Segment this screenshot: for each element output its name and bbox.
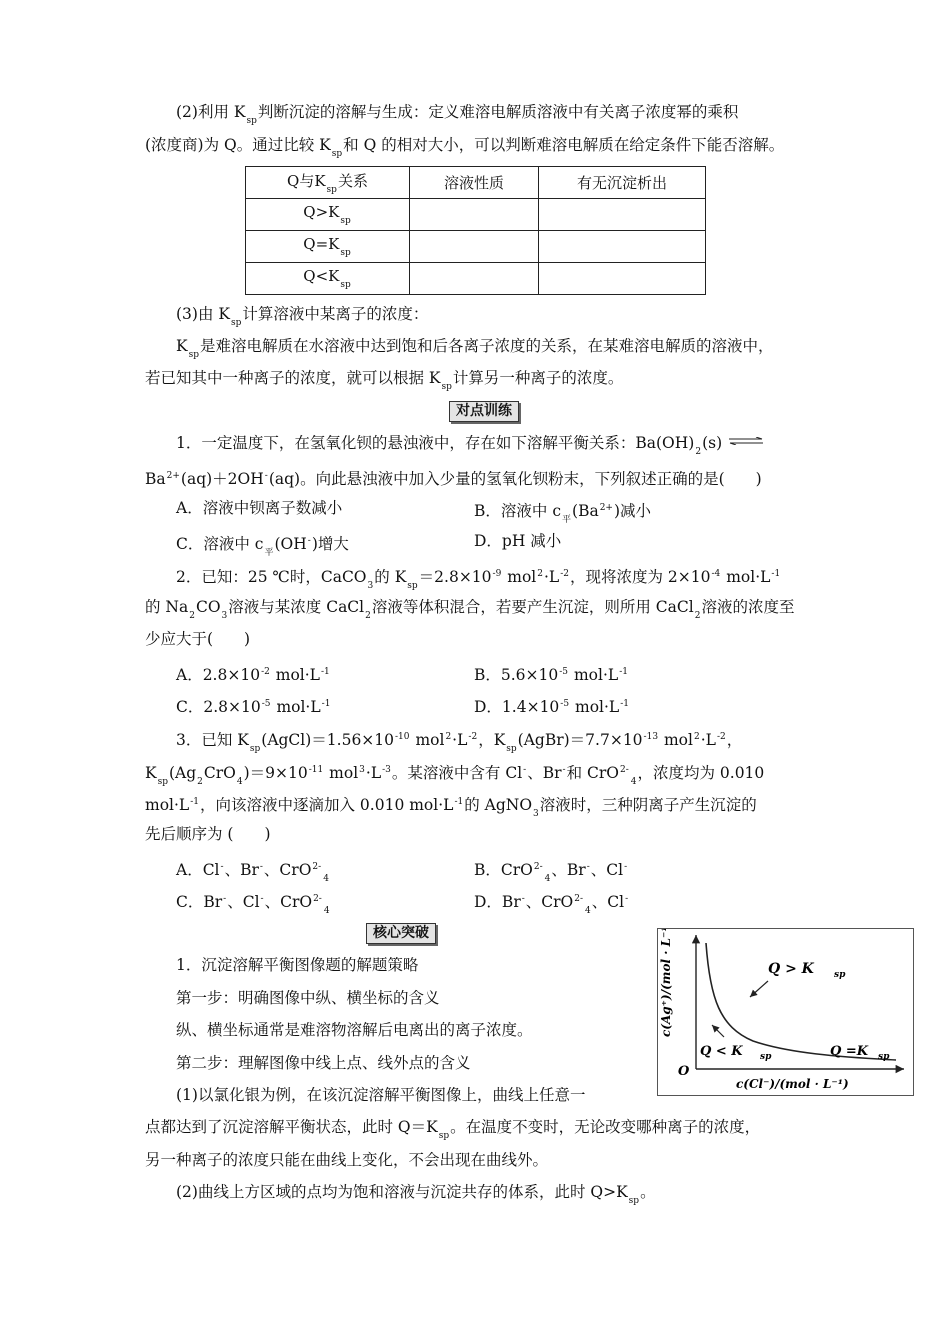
subscript: 平 (562, 515, 572, 525)
table-cell (246, 231, 410, 263)
text: 计算另一种离子的浓度。 (452, 369, 624, 387)
subscript: 4 (323, 906, 330, 916)
subscript: 2 (365, 611, 371, 621)
text: mol (410, 731, 445, 749)
table-row (246, 231, 706, 263)
text: B．溶液中 c (474, 502, 561, 520)
text: mol·L (271, 698, 321, 716)
text: 3．已知 K (176, 731, 249, 749)
text: 、Cl (591, 893, 625, 911)
subscript: sp (628, 1196, 640, 1206)
subscript: 2 (695, 447, 702, 457)
core-title: 1．沉淀溶解平衡图像题的解题策略 (176, 956, 419, 974)
text: ， (726, 731, 743, 749)
q-ksp-table (245, 166, 706, 295)
superscript: -13 (643, 732, 659, 742)
table-header-cell: 溶液性质 (410, 167, 539, 199)
superscript: -1 (454, 797, 464, 807)
text: (Ag (168, 764, 197, 782)
section-label-practice: 对点训练 (449, 401, 519, 422)
text: 的 Na (145, 598, 189, 616)
text: 、Br (551, 861, 586, 879)
superscript: -2 (261, 667, 270, 677)
superscript: -2 (560, 569, 569, 579)
text: Q与K (287, 172, 326, 190)
q1-option-b (474, 498, 651, 530)
q3-option-a (176, 861, 330, 884)
superscript: 2+ (599, 503, 613, 513)
q3-option-c (176, 893, 331, 916)
subscript: sp (407, 581, 418, 591)
subscript: 4 (585, 906, 591, 916)
core-p1c: 另一种离子的浓度只能在曲线上变化，不会出现在曲线外。 (145, 1151, 549, 1169)
equilibrium-arrow-icon (729, 437, 763, 445)
text: )＝9×10 (243, 764, 308, 782)
subscript: 4 (544, 874, 551, 884)
label-q-less: Q < K (700, 1044, 743, 1059)
superscript: -4 (711, 569, 721, 579)
arrow-above (750, 981, 768, 997)
text: ，浓度均为 0.010 (637, 764, 765, 782)
superscript: -5 (261, 699, 271, 709)
text: 判断沉淀的溶解与生成：定义难溶电解质溶液中有关离子浓度幂的乘积 (257, 103, 739, 121)
superscript: -1 (320, 667, 330, 677)
text: A．2.8×10 (176, 666, 261, 684)
superscript: - (264, 471, 268, 481)
subscript: sp (249, 744, 261, 754)
text: (aq)。向此悬浊液中加入少量的氢氧化钡粉末，下列叙述正确的是( ) (268, 470, 762, 488)
subscript: 3 (367, 581, 374, 591)
x-axis-label: c(Cl⁻)/(mol · L⁻¹) (736, 1077, 849, 1091)
text: (2)利用 K (176, 103, 246, 121)
q1-line2 (145, 466, 762, 489)
text: ·L (543, 568, 560, 586)
superscript: 2- (574, 894, 584, 904)
superscript: - (624, 862, 628, 872)
superscript: -1 (190, 797, 199, 807)
table-cell (539, 263, 706, 295)
text: (AgBr)＝7.7×10 (517, 731, 643, 749)
core-step1: 第一步：明确图像中纵、横坐标的含义 (176, 989, 440, 1007)
text: ·L (700, 731, 716, 749)
text: 溶液等体积混合，若要产生沉淀，则所用 CaCl (371, 598, 694, 616)
superscript: -2 (716, 732, 726, 742)
q3-options-cd (176, 889, 876, 921)
text: C．2.8×10 (176, 698, 261, 716)
arrow-below (712, 1025, 724, 1037)
superscript: - (562, 765, 566, 775)
subscript: 2 (189, 611, 195, 621)
subscript: sp (340, 280, 351, 290)
section3-p2 (145, 368, 623, 397)
q2-options-cd (176, 694, 876, 717)
subscript: 3 (221, 611, 228, 621)
q2-option-d (474, 694, 630, 717)
superscript: -5 (559, 667, 569, 677)
superscript: - (521, 894, 525, 904)
text: mol·L (570, 698, 620, 716)
text: mol·L (145, 796, 190, 814)
text: mol (659, 731, 693, 749)
text: 。在温度不变时，无论改变哪种离子的浓度， (450, 1118, 761, 1136)
superscript: - (523, 765, 527, 775)
subscript: sp (340, 248, 351, 258)
subscript: sp (441, 382, 452, 392)
text: Q=K (303, 235, 340, 253)
y-axis-label: c(Ag⁺)/(mol · L⁻¹) (659, 929, 673, 1037)
text: 、CrO (264, 893, 313, 911)
core-step1-desc: 纵、横坐标通常是难溶物溶解后电离出的离子浓度。 (176, 1021, 533, 1039)
section3-p1 (176, 336, 774, 365)
text: (Ba (572, 502, 599, 520)
superscript: - (220, 862, 224, 872)
subscript: 2 (694, 611, 701, 621)
graph-canvas (658, 929, 913, 1095)
solubility-equilibrium-graph (657, 928, 914, 1096)
label-q-greater: Q > K (768, 961, 814, 977)
text: Q<K (303, 267, 340, 285)
q3-line4: 先后顺序为 ( ) (145, 825, 271, 843)
q2-line1 (176, 564, 781, 596)
q1-option-d: D．pH 减小 (474, 532, 562, 550)
text: 2．已知：25 ℃时，CaCO (176, 568, 367, 586)
superscript: 3 (359, 765, 365, 775)
superscript: - (259, 862, 263, 872)
text: Ba (145, 470, 166, 488)
text: 溶液与某浓度 CaCl (228, 598, 365, 616)
section2-line2 (145, 135, 784, 164)
text: D．1.4×10 (474, 698, 560, 716)
text: 关系 (337, 172, 368, 190)
q3-line3 (145, 792, 757, 824)
superscript: - (307, 536, 311, 546)
text: ，K (478, 731, 506, 749)
q3-line2 (145, 760, 764, 792)
core-step2: 第二步：理解图像中线上点、线外点的含义 (176, 1054, 471, 1072)
table-row (246, 199, 706, 231)
text: (浓度商)为 Q。通过比较 K (145, 136, 331, 154)
text: ，向该溶液中逐滴加入 0.010 mol·L (200, 796, 454, 814)
text: (AgCl)＝1.56×10 (261, 731, 395, 749)
table-header-cell: 有无沉淀析出 (539, 167, 706, 199)
section-label-core: 核心突破 (366, 923, 436, 944)
q1-options-ab (176, 498, 876, 525)
subscript: sp (188, 350, 199, 360)
q2-line3: 少应大于( ) (145, 630, 251, 648)
text: mol (502, 568, 537, 586)
text: 、Cl (590, 861, 624, 879)
subscript: sp (340, 216, 351, 226)
label-q-equal-sub: sp (878, 1052, 890, 1062)
table-cell (410, 231, 539, 263)
text: 、Cl (227, 893, 260, 911)
superscript: 2 (693, 732, 700, 742)
text: 和 Q 的相对大小，可以判断难溶电解质在给定条件下能否溶解。 (343, 136, 785, 154)
text: CO (195, 598, 221, 616)
section2-line1 (176, 102, 738, 131)
superscript: 2- (619, 765, 629, 775)
superscript: -9 (492, 569, 502, 579)
subscript: 4 (236, 777, 243, 787)
text: 和 CrO (566, 764, 619, 782)
table-row (246, 263, 706, 295)
text: 是难溶电解质在水溶液中达到饱和后各离子浓度的关系，在某难溶电解质的溶液中， (199, 337, 774, 355)
text: 。某溶液中含有 Cl (391, 764, 523, 782)
table-header-cell (246, 167, 410, 199)
label-q-equal: Q =K (830, 1044, 869, 1059)
text: 。 (640, 1183, 656, 1201)
text: (OH (274, 535, 307, 553)
subscript: sp (326, 185, 337, 195)
text: 溶液的浓度至 (701, 598, 795, 616)
subscript: sp (230, 318, 242, 328)
subscript: sp (246, 116, 257, 126)
text: ·L (452, 731, 468, 749)
text: D．Br (474, 893, 521, 911)
text: K (145, 764, 157, 782)
text: mol (324, 764, 359, 782)
superscript: - (625, 894, 629, 904)
text: B．CrO (474, 861, 533, 879)
origin-label: O (678, 1064, 690, 1079)
text: )减小 (613, 502, 652, 520)
table-cell (246, 199, 410, 231)
section3-title (176, 304, 428, 333)
superscript: -11 (308, 765, 324, 775)
q3-option-b (474, 857, 628, 889)
core-p2 (176, 1182, 656, 1211)
q1-line1 (176, 433, 765, 462)
superscript: 2- (312, 862, 322, 872)
subscript: sp (438, 1131, 450, 1141)
q1-option-a: A．溶液中钡离子数减小 (176, 499, 343, 517)
text: 的 K (374, 568, 407, 586)
q2-option-c (176, 698, 331, 716)
subscript: 4 (323, 874, 329, 884)
text: (aq)＋2OH (180, 470, 264, 488)
text: (2)曲线上方区域的点均为饱和溶液与沉淀共存的体系，此时 Q>K (176, 1183, 628, 1201)
table-cell (539, 199, 706, 231)
superscript: 2- (313, 894, 322, 904)
text: mol·L (721, 568, 771, 586)
subscript: 3 (533, 809, 539, 819)
table-cell (246, 263, 410, 295)
text: 、CrO (525, 893, 574, 911)
text: 若已知其中一种离子的浓度，就可以根据 K (145, 369, 441, 387)
table-header-row (246, 167, 706, 199)
superscript: 2+ (166, 471, 180, 481)
label-q-less-sub: sp (760, 1052, 772, 1062)
superscript: -5 (560, 699, 570, 709)
superscript: -1 (619, 667, 628, 677)
subscript: sp (506, 744, 517, 754)
text: 点都达到了沉淀溶解平衡状态，此时 Q＝K (145, 1118, 438, 1136)
text: ＝2.8×10 (418, 568, 492, 586)
q2-option-b (474, 662, 629, 685)
superscript: - (260, 894, 264, 904)
text: (3)由 K (176, 305, 230, 323)
text: )增大 (311, 535, 349, 553)
q2-option-a (176, 666, 331, 684)
text: Q>K (303, 203, 340, 221)
q1-option-c (176, 535, 349, 558)
text: 、CrO (263, 861, 312, 879)
text: mol·L (270, 666, 320, 684)
text: CrO (203, 764, 236, 782)
subscript: 4 (630, 777, 637, 787)
subscript: 平 (264, 548, 274, 558)
table-cell (410, 199, 539, 231)
text: C．Br (176, 893, 223, 911)
label-q-greater-sub: sp (834, 970, 846, 980)
text: (s) (702, 434, 723, 452)
q3-option-d (474, 889, 629, 921)
q2-line2 (145, 597, 794, 626)
superscript: 2 (445, 732, 452, 742)
text: B．5.6×10 (474, 666, 559, 684)
core-p1b (145, 1117, 760, 1146)
superscript: -2 (468, 732, 478, 742)
q3-line1 (176, 727, 742, 759)
superscript: -1 (620, 699, 629, 709)
text: mol·L (569, 666, 619, 684)
text: 计算溶液中某离子的浓度： (242, 305, 429, 323)
table-cell (539, 231, 706, 263)
q2-options-ab (176, 662, 876, 685)
core-p1a: (1)以氯化银为例，在该沉淀溶解平衡图像上，曲线上任意一 (176, 1086, 586, 1104)
table-cell (410, 263, 539, 295)
text: 的 AgNO (464, 796, 533, 814)
superscript: -3 (382, 765, 391, 775)
text: 1．一定温度下，在氢氧化钡的悬浊液中，存在如下溶解平衡关系：Ba(OH) (176, 434, 695, 452)
superscript: 2- (533, 862, 543, 872)
superscript: 2 (537, 569, 543, 579)
text: 、Br (224, 861, 259, 879)
text: ·L (365, 764, 382, 782)
text: K (176, 337, 188, 355)
text: 溶液时，三种阴离子产生沉淀的 (539, 796, 757, 814)
superscript: - (223, 894, 227, 904)
text: C．溶液中 c (176, 535, 264, 553)
text: 、Br (527, 764, 562, 782)
subscript: 2 (197, 777, 203, 787)
superscript: -1 (321, 699, 331, 709)
superscript: -1 (771, 569, 781, 579)
q3-options-ab (176, 857, 876, 889)
text: A．Cl (176, 861, 220, 879)
subscript: sp (331, 149, 343, 159)
superscript: -10 (395, 732, 410, 742)
subscript: sp (157, 777, 168, 787)
q1-options-cd (176, 531, 876, 563)
superscript: - (586, 862, 590, 872)
text: ，现将浓度为 2×10 (570, 568, 711, 586)
